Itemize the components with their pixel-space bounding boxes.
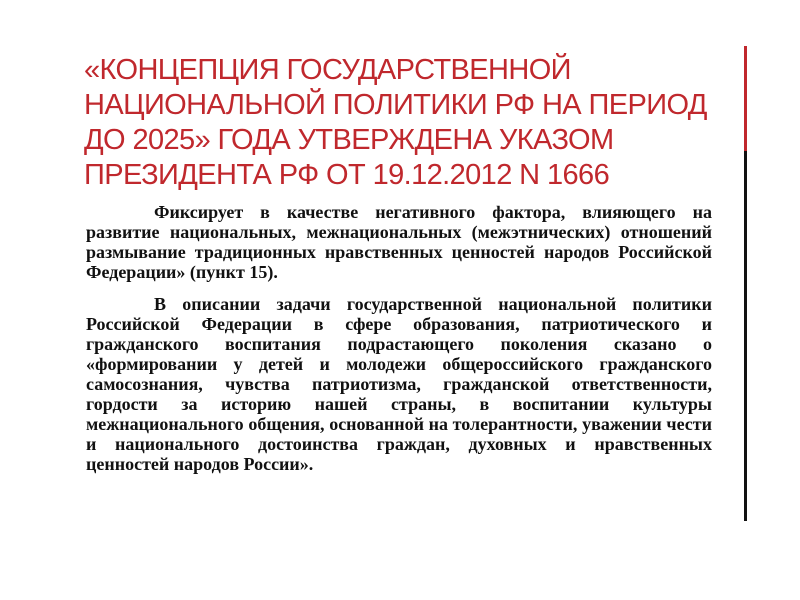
slide-body: [86, 202, 712, 474]
body-paragraph-2: В описании задачи государственной национальной политики Российской Федерации в сфере образования, патриотического и гражданского воспитания подрастающего поколения сказано о «формировании у детей и молодежи общероссийского гражданского самосознания, чувства патриотизма, гражданской ответственности, гордости за историю нашей страны, в воспитании культуры межнационального общения, основанной на толерантности, уважении чести и национального достоинства граждан, духовных и нравственных ценностей народов России».: [86, 294, 712, 474]
slide-title: «КОНЦЕПЦИЯ ГОСУДАРСТВЕННОЙ НАЦИОНАЛЬНОЙ ПОЛИТИКИ РФ НА ПЕРИОД ДО 2025» ГОДА УТВЕРЖДЕНА УКАЗОМ ПРЕЗИДЕНТА РФ ОТ 19.12.2012 N 1666: [84, 54, 707, 191]
body-paragraph-1: Фиксирует в качестве негативного фактора, влияющего на развитие национальных, межнациональных (межэтнических) отношений размывание традиционных нравственных ценностей народов Российской Федерации» (пункт 15).: [86, 202, 712, 282]
vertical-divider: [744, 151, 747, 521]
vertical-divider-accent: [744, 46, 747, 151]
